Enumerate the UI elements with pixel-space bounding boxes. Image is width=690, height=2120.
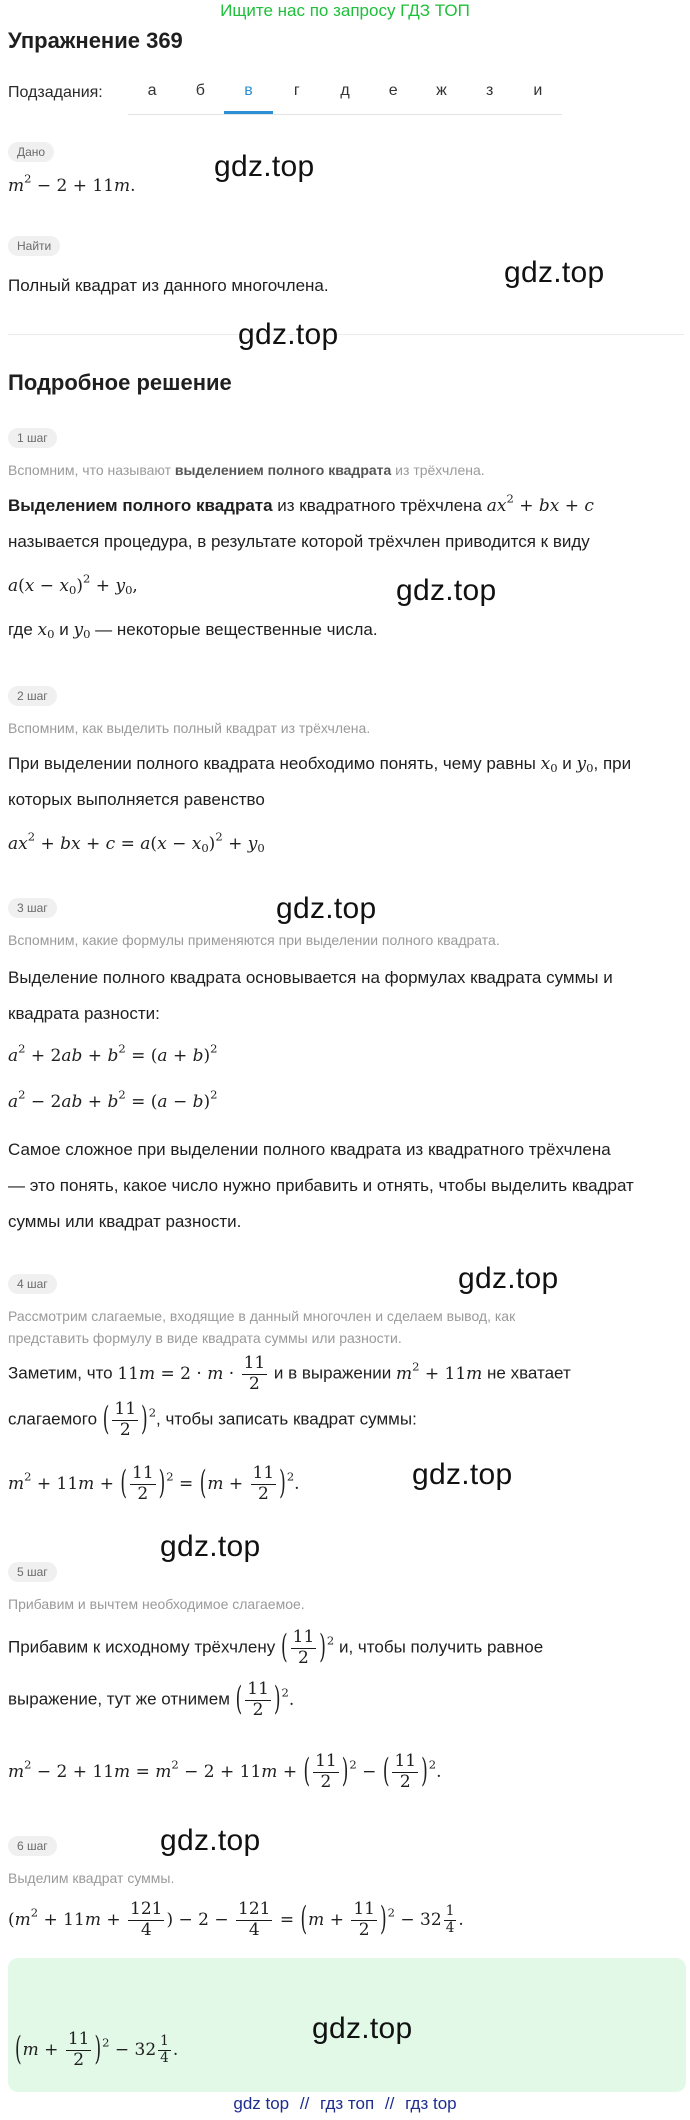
step-3-line-7: суммы или квадрат разности. — [8, 1212, 242, 1231]
watermark: gdz.top — [160, 1530, 261, 1563]
given-expression: $m^2 - 2 + 11m$. — [8, 171, 136, 196]
step-4-line-2: слагаемого ( $\frac{11}{2}$ )$^2$, чтобы записать квадрат суммы: — [8, 1399, 417, 1440]
step-2-line-1: При выделении полного квадрата необходимо понять, чему равны $x_0$ и $y_0$, при — [8, 754, 632, 776]
step-4-hint-2: представить формулу в виде квадрата суммы или разности. — [8, 1330, 402, 1346]
step-2-line-2: которых выполняется равенство — [8, 790, 265, 809]
subtask-tab-d[interactable]: д — [340, 82, 350, 99]
subtasks-label: Подзадания: — [8, 84, 103, 101]
step-6-formula: ($m^2 + 11m$ + $\frac{121}{4}$ ) − 2 − $\frac{121}{4}$ = (m + $\frac{11}{2}$ )$^2$ − 32 $\frac{1}{4}$ . — [8, 1899, 464, 1940]
footer-link-2[interactable]: гдз топ — [320, 2094, 375, 2113]
subtask-tab-v[interactable]: в — [224, 70, 272, 114]
exercise-title: Упражнение 369 — [8, 28, 183, 53]
step-5-hint: Прибавим и вычтем необходимое слагаемое. — [8, 1596, 305, 1612]
subtasks-nav — [128, 70, 562, 115]
solution-title: Подробное решение — [8, 370, 232, 395]
step-3-header — [8, 898, 57, 918]
step-3-line-6: — это понять, какое число нужно прибавить и отнять, чтобы выделить квадрат — [8, 1176, 634, 1195]
watermark: gdz.top — [276, 892, 377, 925]
step-3-formula-diff: $a^2 - 2ab + b^2 = (a - b)^2$ — [8, 1087, 218, 1112]
watermark: gdz.top — [238, 318, 339, 351]
step-1-hint: Вспомним, что называют выделением полного квадрата из трёхчлена. — [8, 462, 485, 478]
step-5-line-1: Прибавим к исходному трёхчлену ( $\frac{11}{2}$ )$^2$ и, чтобы получить равное — [8, 1627, 544, 1668]
step-3-formula-sum: $a^2 + 2ab + b^2 = (a + b)^2$ — [8, 1041, 218, 1066]
find-badge: Найти — [8, 236, 60, 256]
step-4-header — [8, 1274, 57, 1294]
footer-separator: // — [299, 2094, 310, 2113]
step-6-header — [8, 1836, 57, 1856]
subtask-tab-e[interactable]: е — [388, 82, 398, 99]
footer-link-3[interactable]: гдз top — [405, 2094, 457, 2113]
footer-links — [0, 2094, 690, 2114]
subtask-tab-z[interactable]: з — [485, 82, 494, 99]
step-6-badge: 6 шаг — [8, 1836, 57, 1856]
step-1-line-1: Выделением полного квадрата из квадратного трёхчлена $ax^2$ + bx + c — [8, 491, 594, 516]
step-4-formula: $m^2 + 11m$ + ( $\frac{11}{2}$ )$^2$ = (m + $\frac{11}{2}$ )$^2$. — [8, 1463, 300, 1504]
step-6-hint: Выделим квадрат суммы. — [8, 1870, 175, 1886]
watermark: gdz.top — [160, 1824, 261, 1857]
step-3-hint: Вспомним, какие формулы применяются при выделении полного квадрата. — [8, 932, 500, 948]
find-section — [8, 236, 60, 256]
subtask-tab-a[interactable]: а — [147, 82, 157, 99]
step-5-formula: $m^2 - 2 + 11m = m^2 - 2 + 11m$ + ( $\frac{11}{2}$ )$^2$ − ( $\frac{11}{2}$ )$^2$. — [8, 1751, 442, 1792]
step-2-formula: $ax^2$ + bx + $c = a(x - x_0)^2 + y_0$ — [8, 829, 265, 856]
step-4-hint-1: Рассмотрим слагаемые, входящие в данный многочлен и сделаем вывод, как — [8, 1308, 516, 1324]
step-1-line-4: где $x_0$ и $y_0$ — некоторые вещественные числа. — [8, 620, 378, 642]
given-badge: Дано — [8, 142, 54, 162]
step-3-line-5: Самое сложное при выделении полного квадрата из квадратного трёхчлена — [8, 1140, 611, 1159]
watermark: gdz.top — [504, 256, 605, 289]
step-3-line-1: Выделение полного квадрата основывается на формулах квадрата суммы и — [8, 968, 613, 987]
step-1-header — [8, 428, 57, 448]
footer-link-1[interactable]: gdz top — [233, 2094, 290, 2113]
step-3-line-2: квадрата разности: — [8, 1004, 160, 1023]
step-1-line-2: называется процедура, в результате которой трёхчлен приводится к виду — [8, 532, 590, 551]
promo-banner: Ищите нас по запросу ГДЗ ТОП — [220, 1, 470, 20]
step-4-badge: 4 шаг — [8, 1274, 57, 1294]
divider — [8, 334, 684, 335]
subtask-tab-b[interactable]: б — [195, 82, 205, 99]
watermark: gdz.top — [412, 1458, 513, 1491]
step-5-badge: 5 шаг — [8, 1562, 57, 1582]
step-1-formula: $a(x - x_0)^2 + y_0$, — [8, 571, 138, 598]
step-3-badge: 3 шаг — [8, 898, 57, 918]
watermark: gdz.top — [312, 2012, 413, 2045]
footer-separator: // — [384, 2094, 395, 2113]
step-2-badge: 2 шаг — [8, 686, 57, 706]
subtask-tab-i[interactable]: и — [533, 82, 543, 99]
subtask-tab-zh[interactable]: ж — [436, 82, 447, 99]
step-1-badge: 1 шаг — [8, 428, 57, 448]
subtask-tab-g[interactable]: г — [293, 82, 300, 99]
watermark: gdz.top — [458, 1262, 559, 1295]
find-text: Полный квадрат из данного многочлена. — [8, 276, 329, 295]
step-2-header — [8, 686, 57, 706]
given-section — [8, 142, 54, 162]
answer-formula: (m + $\frac{11}{2}$ )$^2$ − 32 $\frac{1}{4}$ . — [15, 2029, 179, 2070]
step-2-hint: Вспомним, как выделить полный квадрат из трёхчлена. — [8, 720, 371, 736]
step-5-header — [8, 1562, 57, 1582]
watermark: gdz.top — [396, 574, 497, 607]
watermark: gdz.top — [214, 150, 315, 183]
step-5-line-2: выражение, тут же отнимем ( $\frac{11}{2}$ )$^2$. — [8, 1679, 295, 1720]
step-4-line-1: Заметим, что 11m = 2 · m · $\frac{11}{2}$ и в выражении $m^2 + 11m$ не хватает — [8, 1353, 571, 1394]
